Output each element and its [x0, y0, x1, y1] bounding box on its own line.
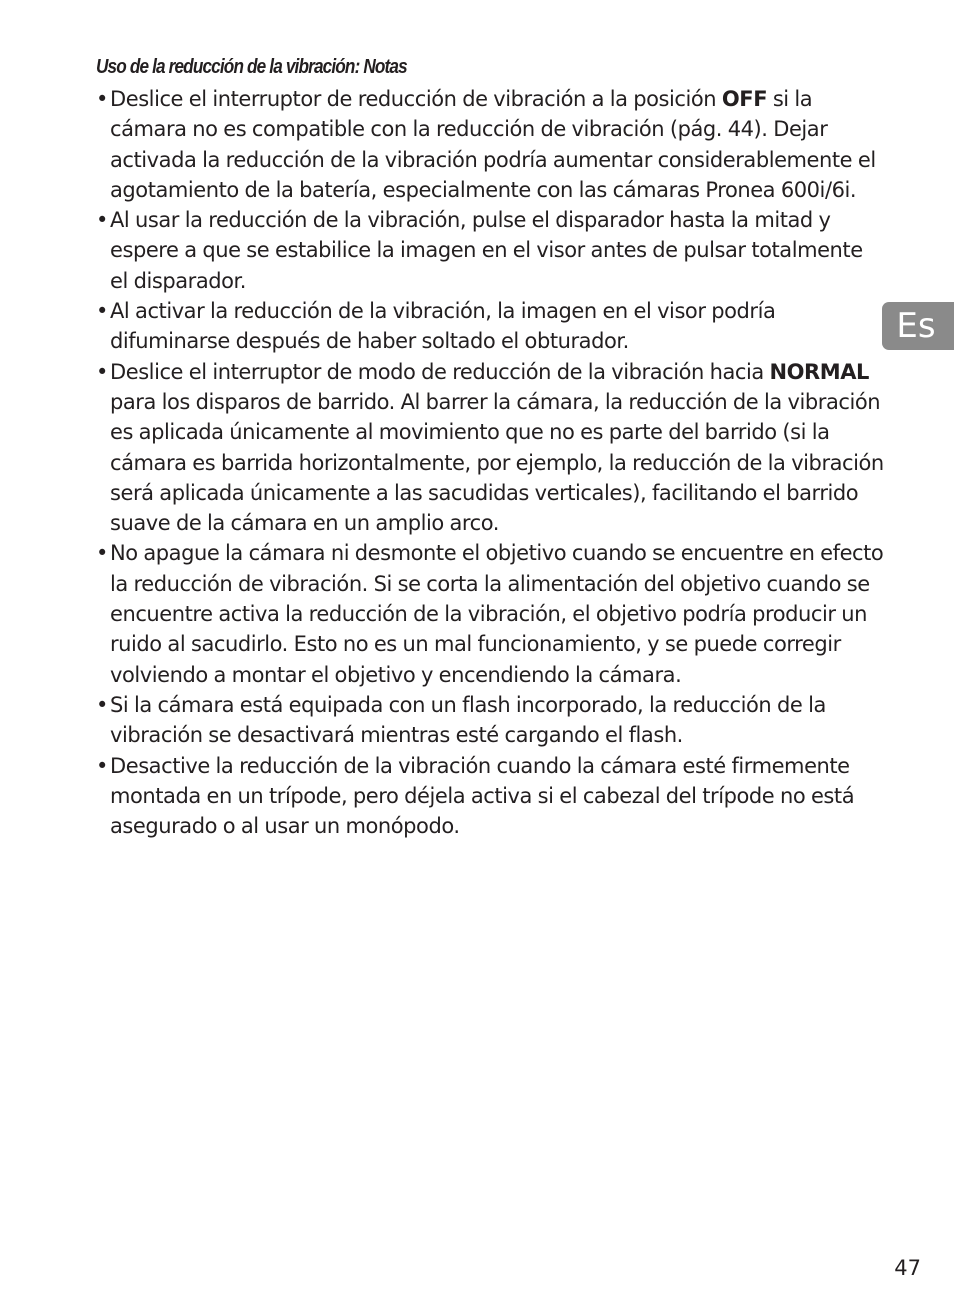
bullet: •: [96, 208, 108, 233]
page-number: 47: [894, 1256, 921, 1280]
bullet: •: [96, 87, 108, 111]
note-item: [96, 205, 886, 296]
mode-normal: NORMAL: [769, 359, 869, 384]
language-tab: Es: [882, 302, 954, 350]
notes-list: [96, 84, 886, 841]
note-item: [96, 538, 886, 689]
note-text: Al usar la reducción de la vibración, pulse el disparador hasta la mitad y espere a que se estabilice la imagen en el visor antes de pulsar totalmente el disparador.: [110, 208, 863, 293]
note-text: Deslice el interruptor de reducción de vibración a la posición: [110, 87, 722, 111]
bullet: •: [96, 753, 108, 778]
note-text: si la cámara no es compatible con la reducción de vibración (pág. 44). Dejar activada la reducción de la vibración podría aumentar considerablemente el agotamiento de la batería, especialmente con las cámaras Pronea 600i/6i.: [110, 87, 876, 202]
note-text: para los disparos de barrido. Al barrer la cámara, la reducción de la vibración es aplicada únicamente al movimiento que no es parte del barrido (si la cámara es barrida horizontalmente, por ejemplo, la reducción de la vibración será aplicada únicamente a las sacudidas verticales), facilitando el barrido suave de la cámara en un amplio arco.: [110, 389, 884, 536]
note-item: [96, 357, 886, 539]
bullet: •: [96, 359, 108, 384]
note-item: [96, 751, 886, 842]
note-item: [96, 296, 886, 357]
note-text: Si la cámara está equipada con un flash incorporado, la reducción de la vibración se desactivará mientras esté cargando el flash.: [110, 692, 826, 748]
notes-heading: Uso de la reducción de la vibración: Notas: [96, 56, 407, 78]
note-item: [96, 690, 886, 751]
bullet: •: [96, 541, 108, 566]
note-item: [96, 84, 886, 205]
switch-position-off: OFF: [721, 87, 768, 111]
note-text: Deslice el interruptor de modo de reducción de la vibración hacia: [110, 359, 770, 384]
note-text: No apague la cámara ni desmonte el objetivo cuando se encuentre en efecto la reducción de vibración. Si se corta la alimentación del objetivo cuando se encuentre activa la reducción de la vibración, el objetivo podría producir un ruido al sacudirlo. Esto no es un mal funcionamiento, y se puede corregir volviendo a montar el objetivo y encendiendo la cámara.: [110, 541, 884, 687]
note-text: Al activar la reducción de la vibración, la imagen en el visor podría difuminarse después de haber soltado el obturador.: [110, 299, 776, 354]
bullet: •: [96, 692, 108, 717]
note-text: Desactive la reducción de la vibración cuando la cámara esté firmemente montada en un trípode, pero déjela activa si el cabezal del trípode no está asegurado o al usar un monópodo.: [110, 753, 855, 839]
bullet: •: [96, 299, 108, 324]
